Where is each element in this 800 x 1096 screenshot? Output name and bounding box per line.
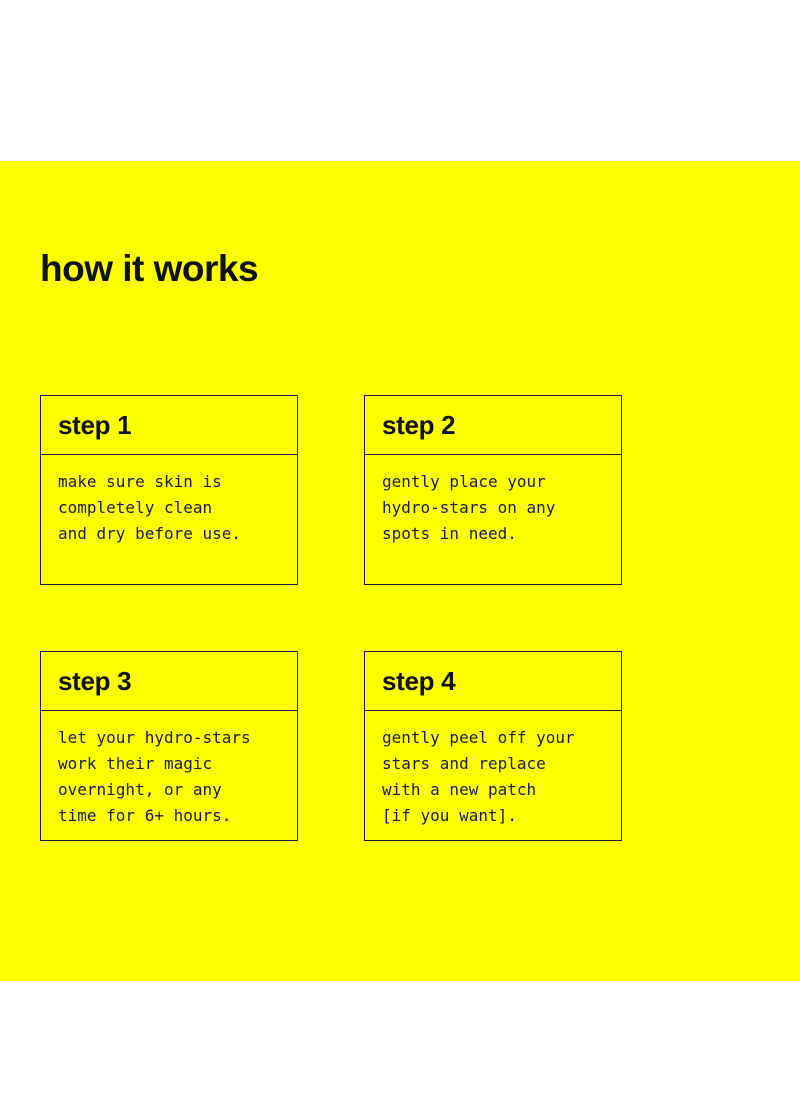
step-card-header <box>41 652 297 711</box>
step-title: step 1 <box>58 409 132 440</box>
step-title: step 4 <box>382 665 456 696</box>
step-card <box>40 651 298 841</box>
step-card-header <box>365 652 621 711</box>
step-description: gently peel off your stars and replace with a new patch [if you want]. <box>382 728 575 825</box>
step-card <box>364 395 622 585</box>
step-title: step 2 <box>382 409 456 440</box>
step-title: step 3 <box>58 665 132 696</box>
step-card <box>364 651 622 841</box>
section-heading: how it works <box>40 248 259 289</box>
step-description: gently place your hydro-stars on any spots in need. <box>382 472 556 543</box>
step-description: let your hydro-stars work their magic overnight, or any time for 6+ hours. <box>58 728 251 825</box>
step-card-header <box>41 396 297 455</box>
step-description: make sure skin is completely clean and dry before use. <box>58 472 242 543</box>
how-it-works-panel <box>0 161 800 981</box>
step-card <box>40 395 298 585</box>
step-card-header <box>365 396 621 455</box>
